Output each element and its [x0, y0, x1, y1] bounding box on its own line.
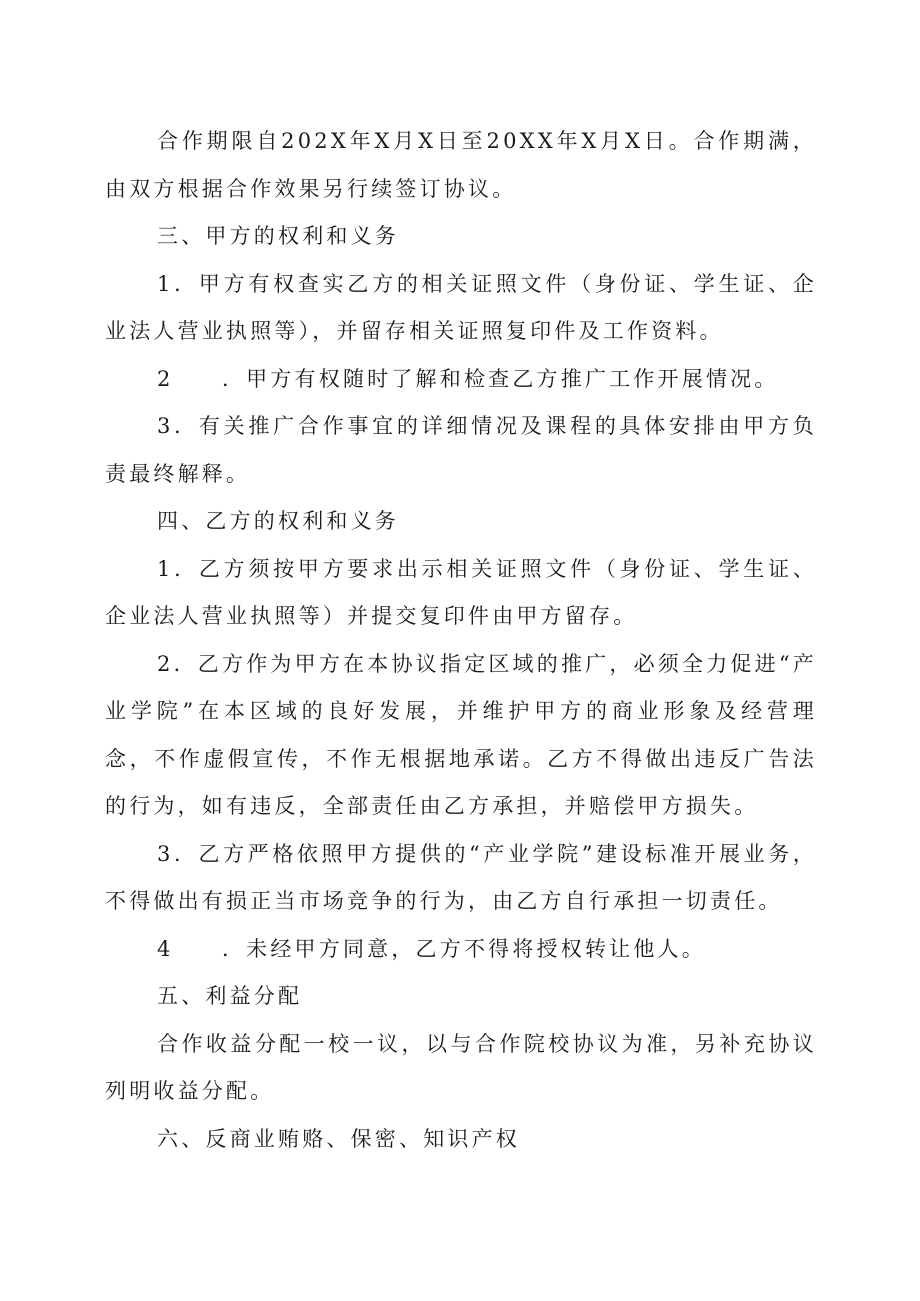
section-heading-party-b: 四、乙方的权利和义务: [157, 509, 399, 533]
paragraph-b-4: 4 ．未经甲方同意，乙方不得将授权转让他人。: [157, 936, 706, 961]
paragraph-a-3: 3．有关推广合作事宜的详细情况及课程的具体安排由甲方负责最终解释。: [105, 414, 817, 486]
document-page: [105, 118, 817, 1163]
paragraph-b-1: 1．乙方须按甲方要求出示相关证照文件（身份证、学生证、企业法人营业执照等）并提交复印件由甲方留存。: [105, 556, 817, 628]
paragraph-b-3: 3．乙方严格依照甲方提供的“产业学院”建设标准开展业务，不得做出有损正当市场竞争的行为，由乙方自行承担一切责任。: [105, 841, 817, 913]
paragraph-a-1: 1．甲方有权查实乙方的相关证照文件（身份证、学生证、企业法人营业执照等），并留存相关证照复印件及工作资料。: [105, 271, 817, 343]
paragraph-b-2: 2．乙方作为甲方在本协议指定区域的推广，必须全力促进“产业学院”在本区域的良好发展，并维护甲方的商业形象及经营理念，不作虚假宣传，不作无根据地承诺。乙方不得做出违反广告法的行为，如有违反，全部责任由乙方承担，并赔偿甲方损失。: [105, 651, 817, 818]
paragraph-profit: 合作收益分配一校一议，以与合作院校协议为准，另补充协议列明收益分配。: [105, 1031, 817, 1103]
paragraph-term: 合作期限自202X年X月X日至20XX年X月X日。合作期满，由双方根据合作效果另行续签订协议。: [105, 129, 817, 201]
section-heading-party-a: 三、甲方的权利和义务: [157, 224, 399, 248]
section-heading-profit: 五、利益分配: [157, 984, 303, 1008]
section-heading-anti-bribery: 六、反商业贿赂、保密、知识产权: [157, 1126, 520, 1151]
paragraph-a-2: 2 ．甲方有权随时了解和检查乙方推广工作开展情况。: [157, 366, 779, 391]
